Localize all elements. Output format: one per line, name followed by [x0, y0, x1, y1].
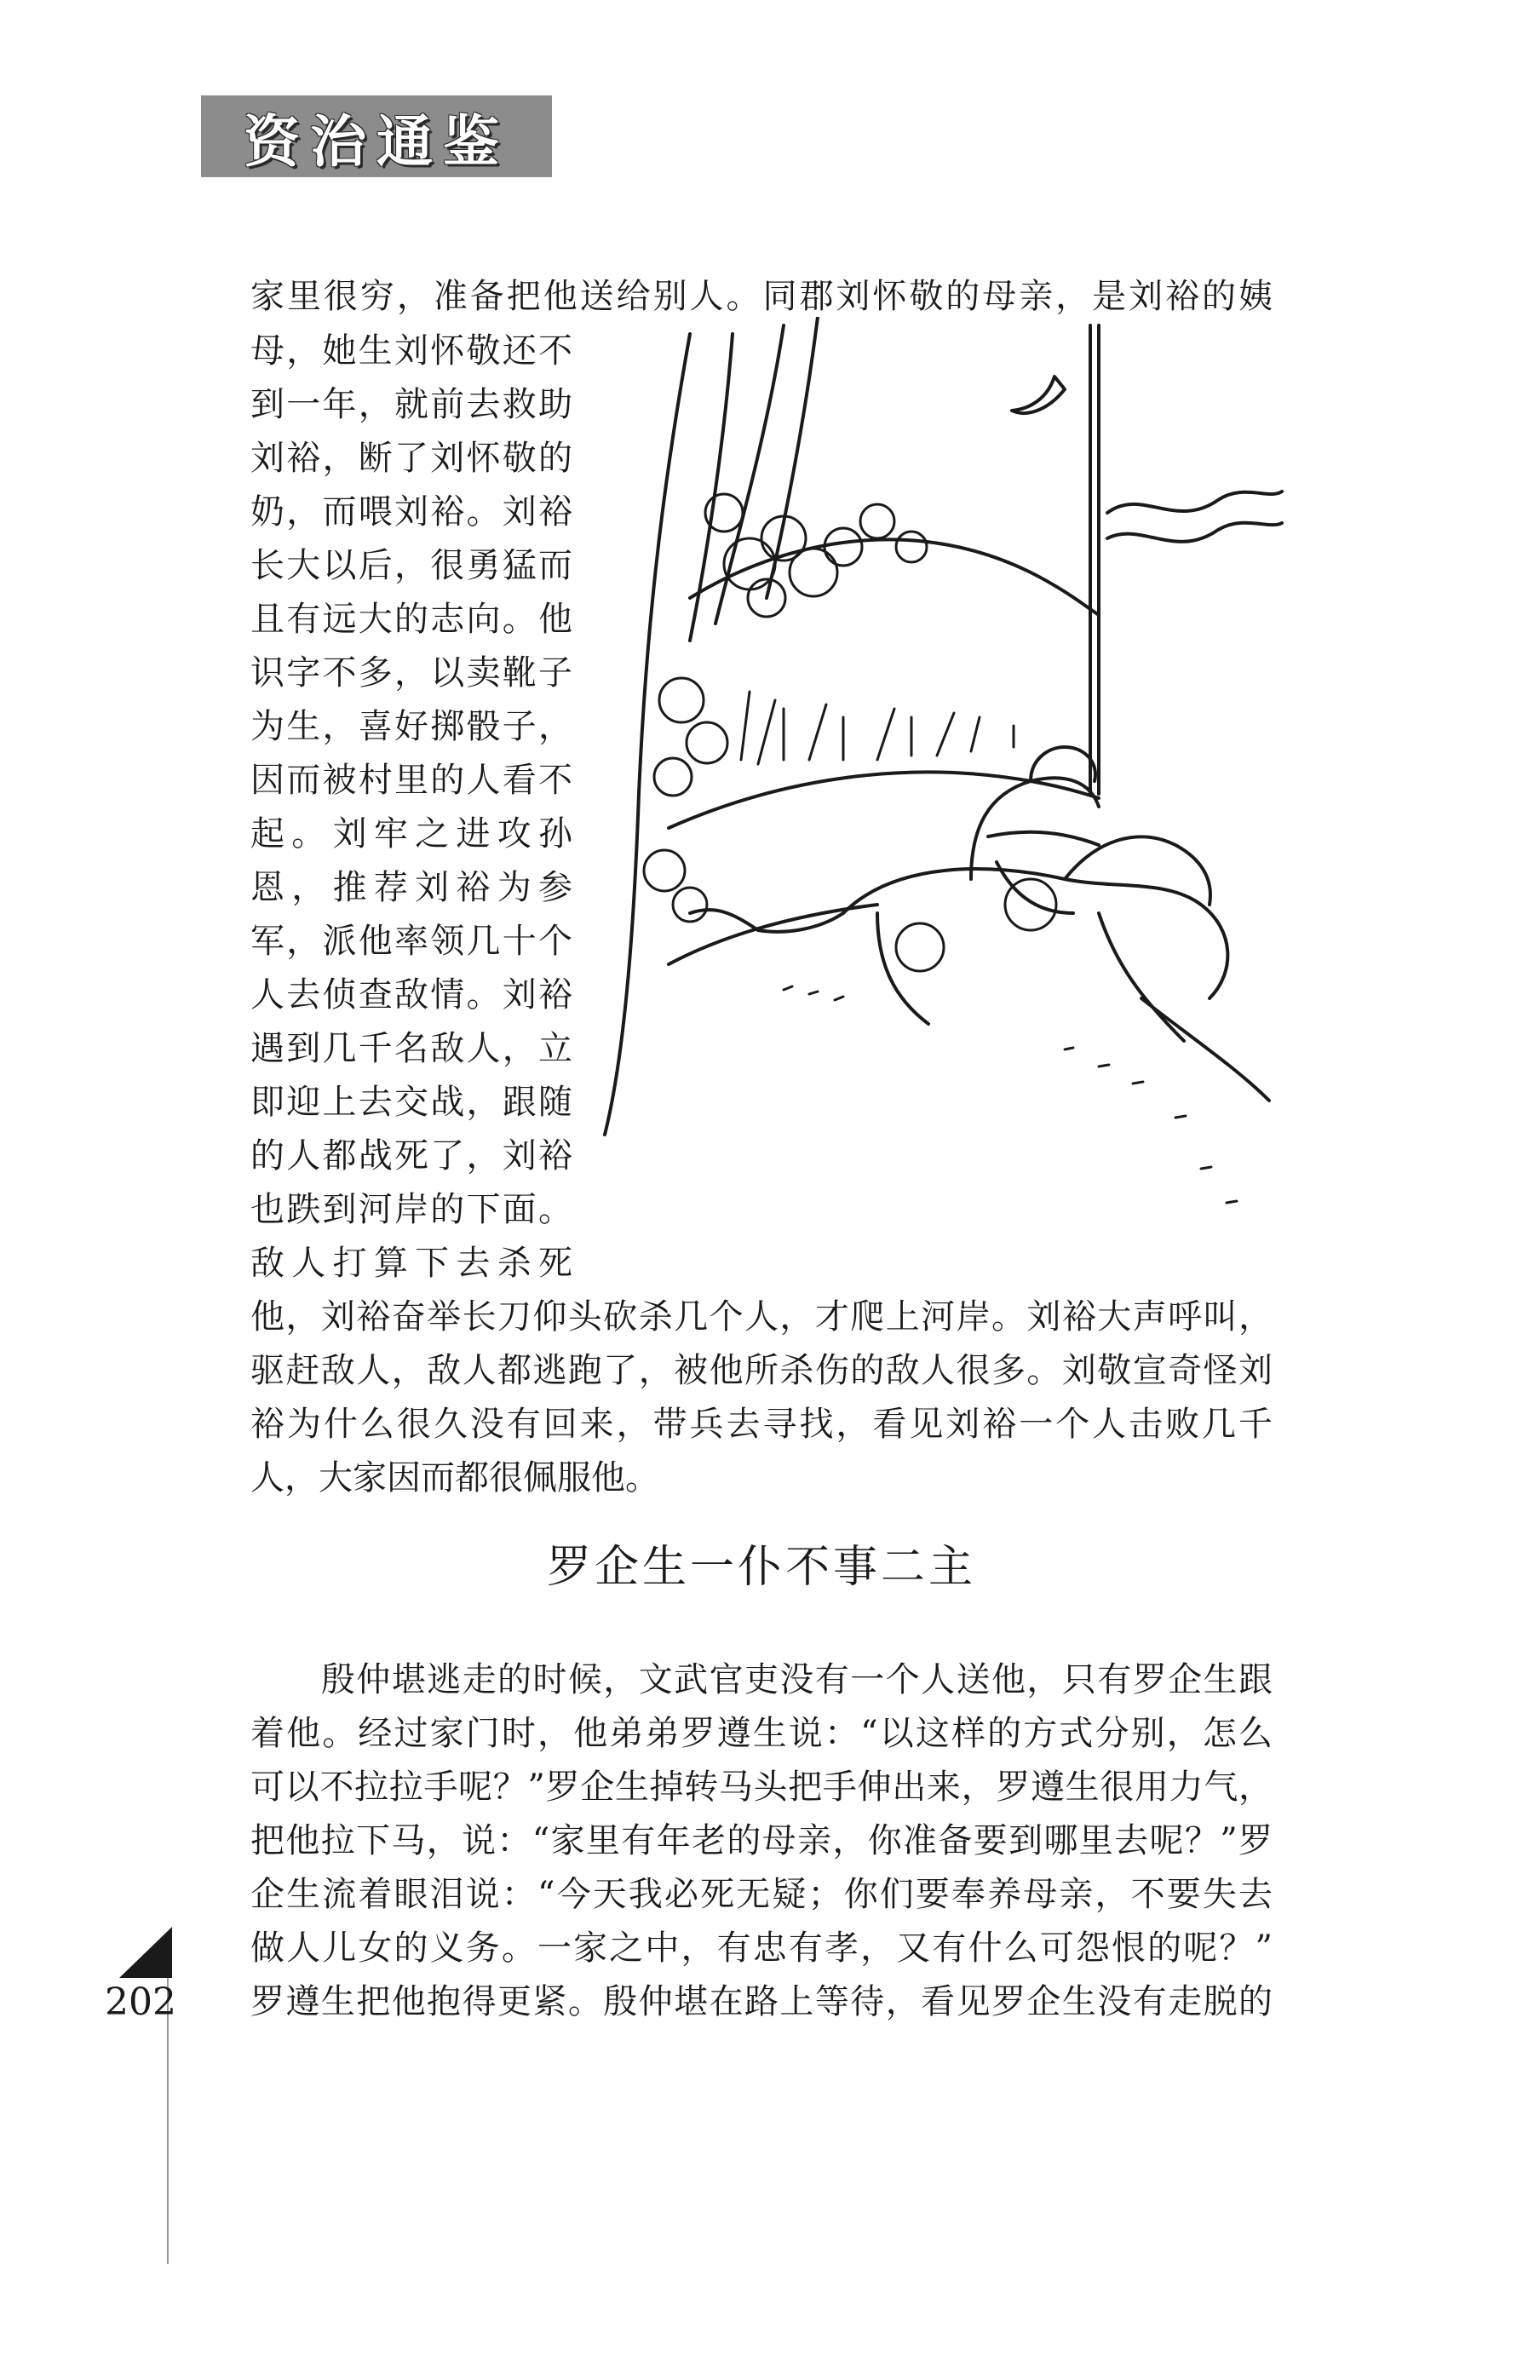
wrapped-line: 长大以后，很勇猛而	[250, 546, 572, 585]
section-title: 罗企生一仆不事二主	[546, 1542, 976, 1593]
page-corner-triangle-icon	[119, 1927, 172, 1978]
paragraph-line: 家里很穷，准备把他送给别人。同郡刘怀敬的母亲，是刘裕的姨	[250, 277, 1273, 316]
wrapped-line: 的人都战死了，刘裕	[250, 1136, 572, 1176]
wrapped-line: 奶，而喂刘裕。刘裕	[250, 492, 572, 532]
paragraph-line: 人，大家因而都很佩服他。	[250, 1458, 659, 1498]
paragraph-line: 企生流着眼泪说：“今天我必死无疑；你们要奉养母亲，不要失去	[250, 1875, 1273, 1914]
wrapped-line: 军，派他率领几十个	[250, 922, 572, 961]
wrapped-line: 到一年，就前去救助	[250, 385, 572, 424]
wrapped-line: 人去侦查敌情。刘裕	[250, 975, 572, 1015]
paragraph-line: 把他拉下马，说：“家里有年老的母亲，你准备要到哪里去呢？”罗	[250, 1821, 1273, 1860]
wrapped-line: 且有远大的志向。他	[250, 600, 572, 639]
book-title: 资治通鉴	[244, 108, 509, 175]
paragraph-line: 驱赶敌人，敌人都逃跑了，被他所杀伤的敌人很多。刘敬宣奇怪刘	[250, 1351, 1273, 1390]
page-number: 202	[105, 1980, 176, 2024]
wrapped-line: 起。刘牢之进攻孙	[250, 814, 572, 854]
paragraph-line: 做人儿女的义务。一家之中，有忠有孝，又有什么可怨恨的呢？”	[250, 1929, 1273, 1968]
paragraph-line: 着他。经过家门时，他弟弟罗遵生说：“以这样的方式分别，怎么	[250, 1714, 1273, 1753]
paragraph-line: 他，刘裕奋举长刀仰头砍杀几个人，才爬上河岸。刘裕大声呼叫，	[250, 1297, 1273, 1337]
book-title-banner	[201, 95, 552, 177]
wrapped-line: 敌人打算下去杀死	[250, 1244, 572, 1283]
paragraph-line: 罗遵生把他抱得更紧。殷仲堪在路上等待，看见罗企生没有走脱的	[250, 1982, 1273, 2021]
horseman-illustration	[588, 317, 1286, 1254]
paragraph-line: 殷仲堪逃走的时候，文武官吏没有一个人送他，只有罗企生跟	[250, 1660, 1273, 1699]
wrapped-line: 也跌到河岸的下面。	[250, 1190, 572, 1229]
wrapped-line: 为生，喜好掷骰子，	[250, 707, 572, 746]
wrapped-line: 刘裕，断了刘怀敬的	[250, 439, 572, 478]
wrapped-line: 识字不多，以卖靴子	[250, 653, 572, 693]
wrapped-line: 恩，推荐刘裕为参	[250, 868, 572, 907]
wrapped-line: 因而被村里的人看不	[250, 761, 572, 800]
wrapped-line: 遇到几千名敌人，立	[250, 1029, 572, 1068]
paragraph-line: 裕为什么很久没有回来，带兵去寻找，看见刘裕一个人击败几千	[250, 1405, 1273, 1444]
crescent-moon-icon	[1012, 377, 1065, 413]
paragraph-line: 可以不拉拉手呢？”罗企生掉转马头把手伸出来，罗遵生很用力气，	[250, 1768, 1273, 1807]
wrapped-line: 即迎上去交战，跟随	[250, 1083, 572, 1122]
wrapped-line: 母，她生刘怀敬还不	[250, 331, 572, 371]
